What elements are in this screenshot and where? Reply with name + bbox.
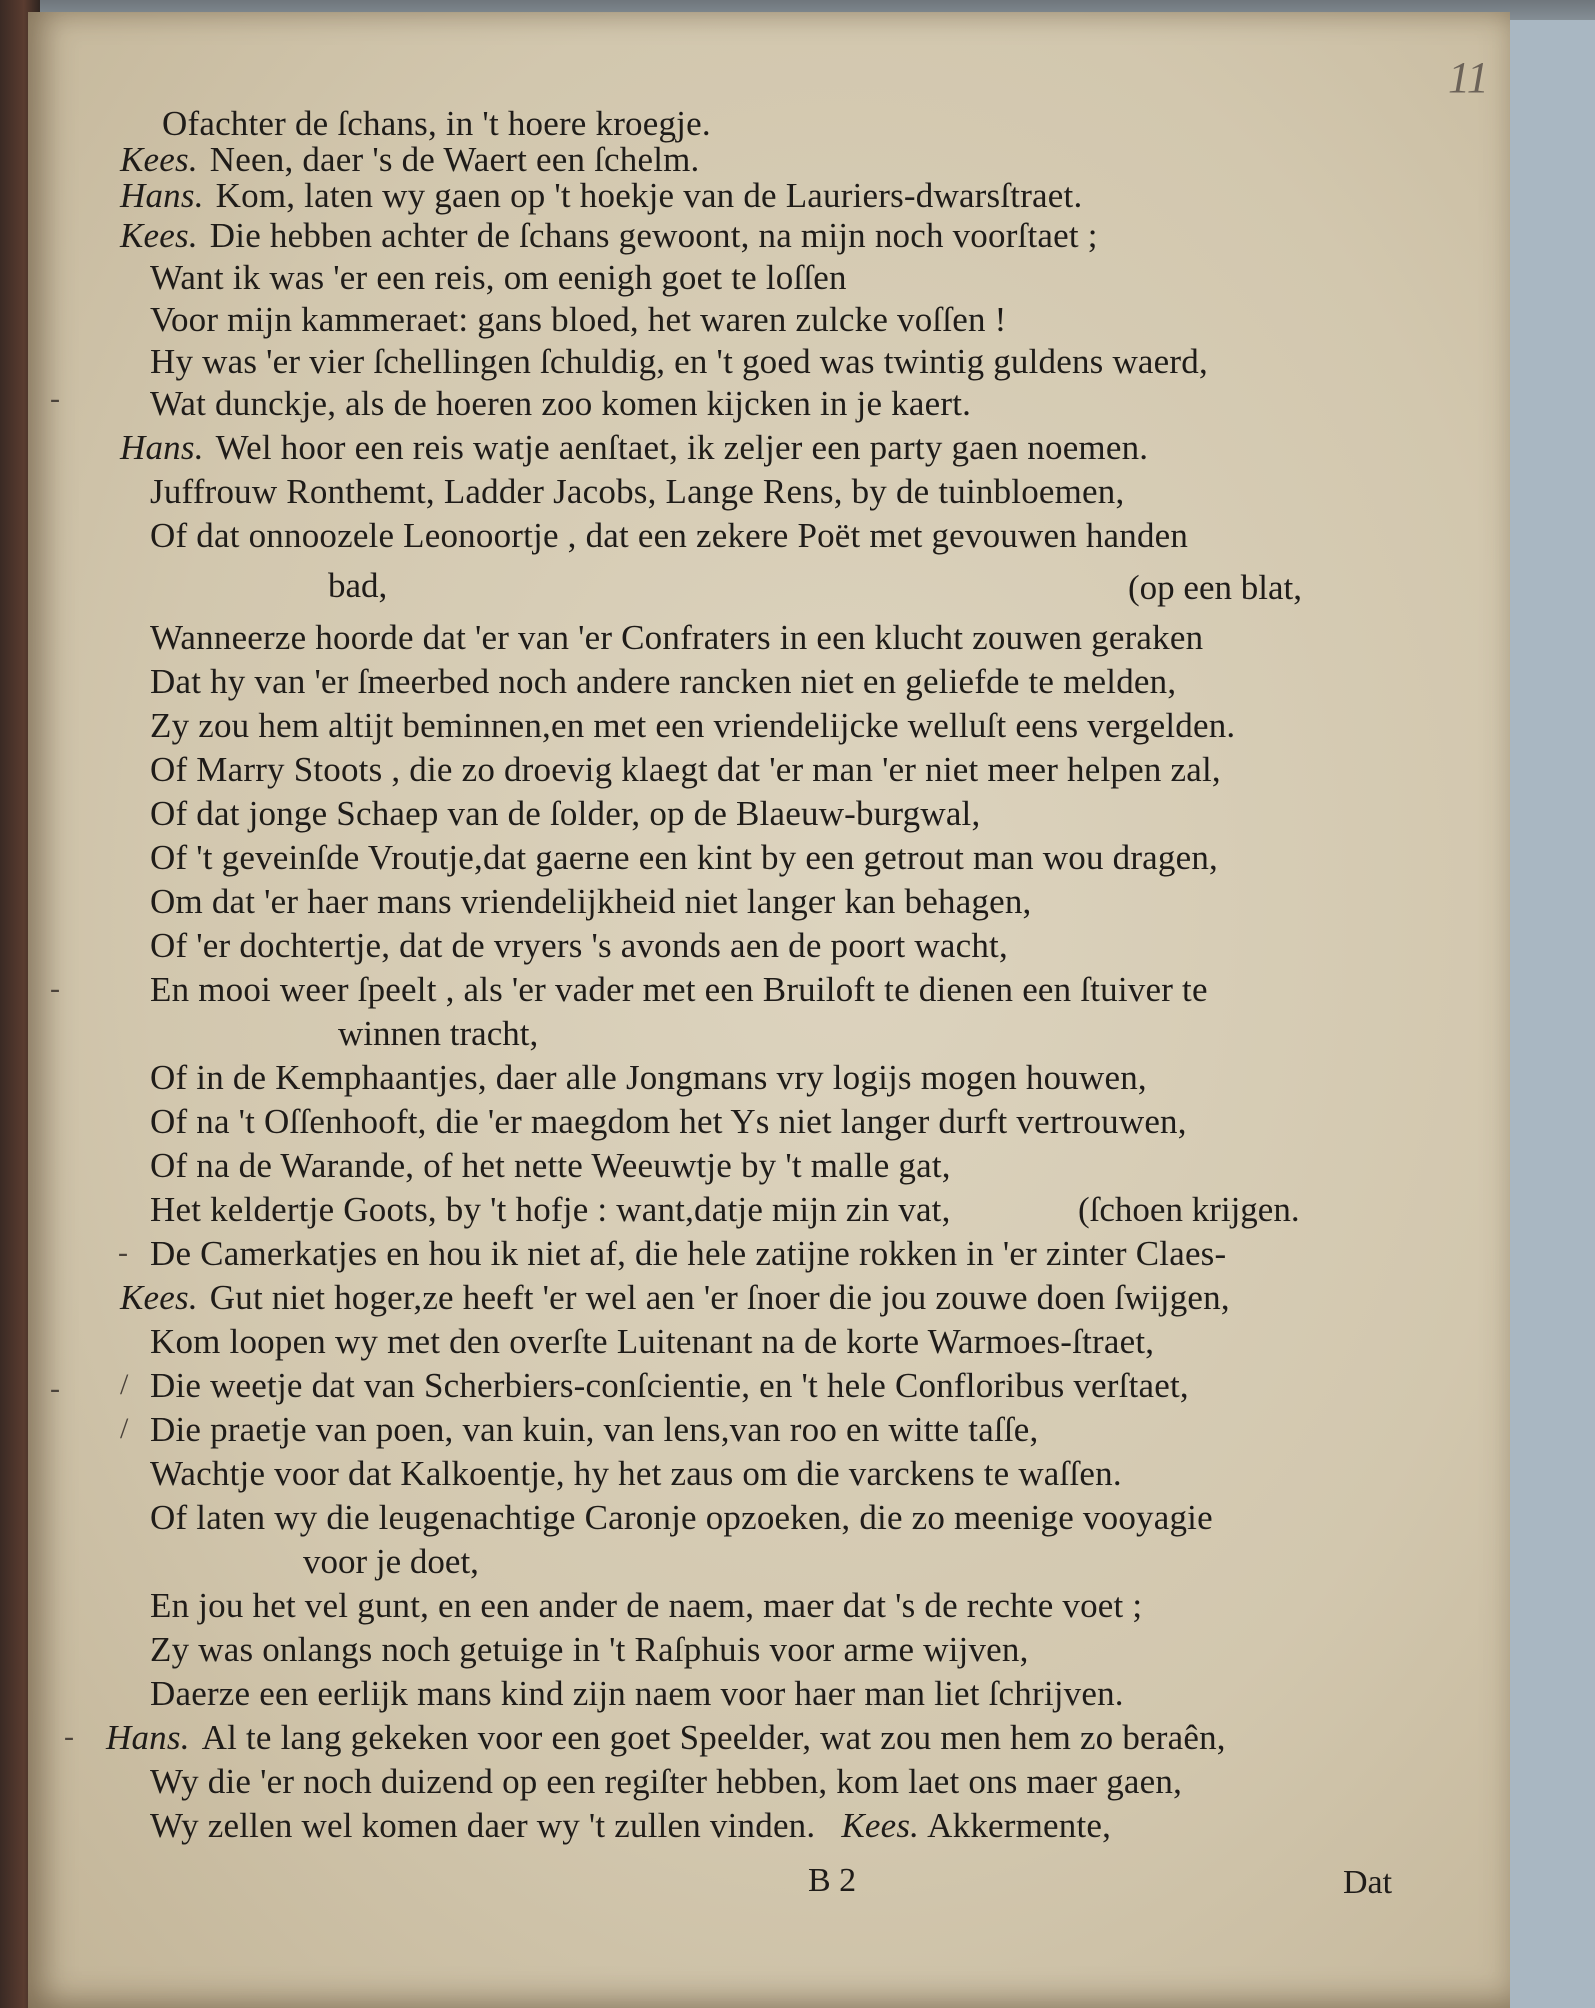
text-line	[120, 140, 700, 180]
text-line	[150, 838, 1218, 878]
line-text: Juffrouw Ronthemt, Ladder Jacobs, Lange Rens, by de tuinbloemen,	[150, 472, 1125, 511]
line-text: En jou het vel gunt, en een ander de naem, maer dat 's de rechte voet ;	[150, 1586, 1143, 1625]
text-line	[120, 176, 1082, 216]
speaker-label: Kees.	[841, 1806, 920, 1845]
line-text: Of na 't Oſſenhooft, die 'er maegdom het Ys niet langer durft vertrouwen,	[150, 1102, 1187, 1141]
line-text: Akkermente,	[927, 1806, 1112, 1845]
line-text: Of dat jonge Schaep van de ſolder, op de Blaeuw-burgwal,	[150, 794, 981, 833]
line-text: Al te lang gekeken voor een goet Speelder, wat zou men hem zo beraên,	[201, 1718, 1226, 1757]
text-line	[150, 1630, 1029, 1670]
text-line	[150, 384, 971, 424]
text-line	[150, 1586, 1142, 1626]
text-line	[150, 1454, 1122, 1494]
text-line	[150, 1234, 1226, 1274]
speaker-label: Hans.	[106, 1718, 190, 1757]
continuation-line: winnen tracht,	[338, 1014, 539, 1053]
margin-mark: -	[50, 382, 60, 415]
text-line	[150, 1058, 1147, 1098]
text-line	[150, 300, 1007, 340]
line-text: Of na de Warande, of het nette Weeuwtje by 't malle gat,	[150, 1146, 951, 1185]
text-line	[150, 104, 711, 144]
book-page	[28, 12, 1510, 2008]
text-line	[150, 1674, 1124, 1714]
continuation-line: (ſchoen krijgen.	[1078, 1190, 1300, 1229]
text-line	[150, 926, 1008, 966]
continuation-line: bad,	[328, 566, 388, 605]
text-line	[150, 342, 1208, 382]
speaker-label: Kees.	[120, 216, 198, 255]
speaker-label: Hans.	[120, 176, 204, 215]
text-line	[150, 1410, 1038, 1450]
line-text: Zy zou hem altijt beminnen,en met een vriendelijcke welluſt eens vergelden.	[150, 706, 1236, 745]
line-text: Want ik was 'er een reis, om eenigh goet te loſſen	[150, 258, 847, 297]
line-text: Zy was onlangs noch getuige in 't Raſphuis voor arme wijven,	[150, 1630, 1029, 1669]
line-text: Of 'er dochtertje, dat de vryers 's avonds aen de poort wacht,	[150, 926, 1008, 965]
margin-mark: /	[120, 1412, 129, 1445]
text-line	[150, 1190, 951, 1230]
text-line	[150, 1762, 1182, 1802]
text-line	[150, 258, 847, 298]
text-line	[120, 216, 1098, 256]
folio-mark: 11	[1448, 53, 1489, 102]
margin-mark: -	[118, 1236, 128, 1269]
continuation-line: (op een blat,	[1128, 568, 1302, 607]
line-text: Of laten wy die leugenachtige Caronje opzoeken, die zo meenige vooyagie	[150, 1498, 1213, 1537]
text-line	[120, 1278, 1230, 1318]
line-text: Dat hy van 'er ſmeerbed noch andere rancken niet en geliefde te melden,	[150, 662, 1177, 701]
line-text: Kom, laten wy gaen op 't hoekje van de Lauriers-dwarsſtraet.	[215, 176, 1083, 215]
margin-mark: -	[64, 1720, 74, 1753]
margin-mark: -	[50, 972, 60, 1005]
continuation-line: voor je doet,	[303, 1542, 479, 1581]
line-text: Of 't geveinſde Vroutje,dat gaerne een kint by een getrout man wou dragen,	[150, 838, 1218, 877]
line-text: Voor mijn kammeraet: gans bloed, het waren zulcke voſſen !	[150, 300, 1007, 339]
line-text: Of in de Kemphaantjes, daer alle Jongmans vry logijs mogen houwen,	[150, 1058, 1147, 1097]
line-text: Wanneerze hoorde dat 'er van 'er Confraters in een klucht zouwen geraken	[150, 618, 1204, 657]
text-line	[150, 706, 1235, 746]
book-cover-edge	[1505, 20, 1595, 2008]
catchword: Dat	[1343, 1864, 1393, 1901]
line-text: Neen, daer 's de Waert een ſchelm.	[209, 140, 700, 179]
signature-mark: B 2	[808, 1862, 857, 1899]
line-text: En mooi weer ſpeelt , als 'er vader met een Bruiloft te dienen een ſtuiver te	[150, 970, 1208, 1009]
text-line	[150, 662, 1176, 702]
text-line	[150, 516, 1188, 556]
speaker-label: Kees.	[120, 1278, 198, 1317]
text-line	[150, 472, 1124, 512]
line-text: Die praetje van poen, van kuin, van lens,van roo en witte taſſe,	[150, 1410, 1039, 1449]
text-line	[120, 428, 1148, 468]
speaker-label: Kees.	[120, 140, 198, 179]
text-line	[150, 1102, 1187, 1142]
text-line	[106, 1718, 1226, 1758]
line-text: Of dat onnoozele Leonoortje , dat een zekere Poët met gevouwen handen	[150, 516, 1189, 555]
line-text: Ofachter de ſchans, in 't hoere kroegje.	[162, 104, 711, 143]
text-line	[150, 750, 1221, 790]
line-text: Die hebben achter de ſchans gewoont, na mijn noch voorſtaet ;	[209, 216, 1098, 255]
line-text: Wy die 'er noch duizend op een regiſter hebben, kom laet ons maer gaen,	[150, 1762, 1183, 1801]
line-text: Wel hoor een reis watje aenſtaet, ik zeljer een party gaen noemen.	[215, 428, 1149, 467]
text-line	[150, 618, 1203, 658]
line-text: Wy zellen wel komen daer wy 't zullen vinden.	[150, 1806, 816, 1845]
line-text: Wat dunckje, als de hoeren zoo komen kijcken in je kaert.	[150, 384, 972, 423]
text-line	[150, 970, 1208, 1010]
margin-mark: /	[120, 1368, 129, 1401]
text-line	[150, 794, 980, 834]
line-text: Of Marry Stoots , die zo droevig klaegt dat 'er man 'er niet meer helpen zal,	[150, 750, 1221, 789]
text-line	[150, 1322, 1154, 1362]
line-text: Wachtje voor dat Kalkoentje, hy het zaus om die varckens te waſſen.	[150, 1454, 1122, 1493]
speaker-label: Hans.	[120, 428, 204, 467]
text-line	[150, 1806, 1111, 1846]
line-text: Daerze een eerlijk mans kind zijn naem voor haer man liet ſchrijven.	[150, 1674, 1124, 1713]
text-line	[150, 1498, 1213, 1538]
line-text: Kom loopen wy met den overſte Luitenant na de korte Warmoes-ſtraet,	[150, 1322, 1155, 1361]
line-text: Het keldertje Goots, by 't hofje : want,datje mijn zin vat,	[150, 1190, 951, 1229]
text-line	[150, 882, 1032, 922]
line-text: Om dat 'er haer mans vriendelijkheid niet langer kan behagen,	[150, 882, 1032, 921]
text-line	[150, 1146, 951, 1186]
line-text: Hy was 'er vier ſchellingen ſchuldig, en 't goed was twintig guldens waerd,	[150, 342, 1208, 381]
line-text: Gut niet hoger,ze heeft 'er wel aen 'er ſnoer die jou zouwe doen ſwijgen,	[209, 1278, 1230, 1317]
margin-mark: -	[50, 1372, 60, 1405]
line-text: Die weetje dat van Scherbiers-conſcientie, en 't hele Confloribus verſtaet,	[150, 1366, 1189, 1405]
text-line	[150, 1366, 1189, 1406]
line-text: De Camerkatjes en hou ik niet af, die hele zatijne rokken in 'er zinter Claes-	[150, 1234, 1227, 1273]
